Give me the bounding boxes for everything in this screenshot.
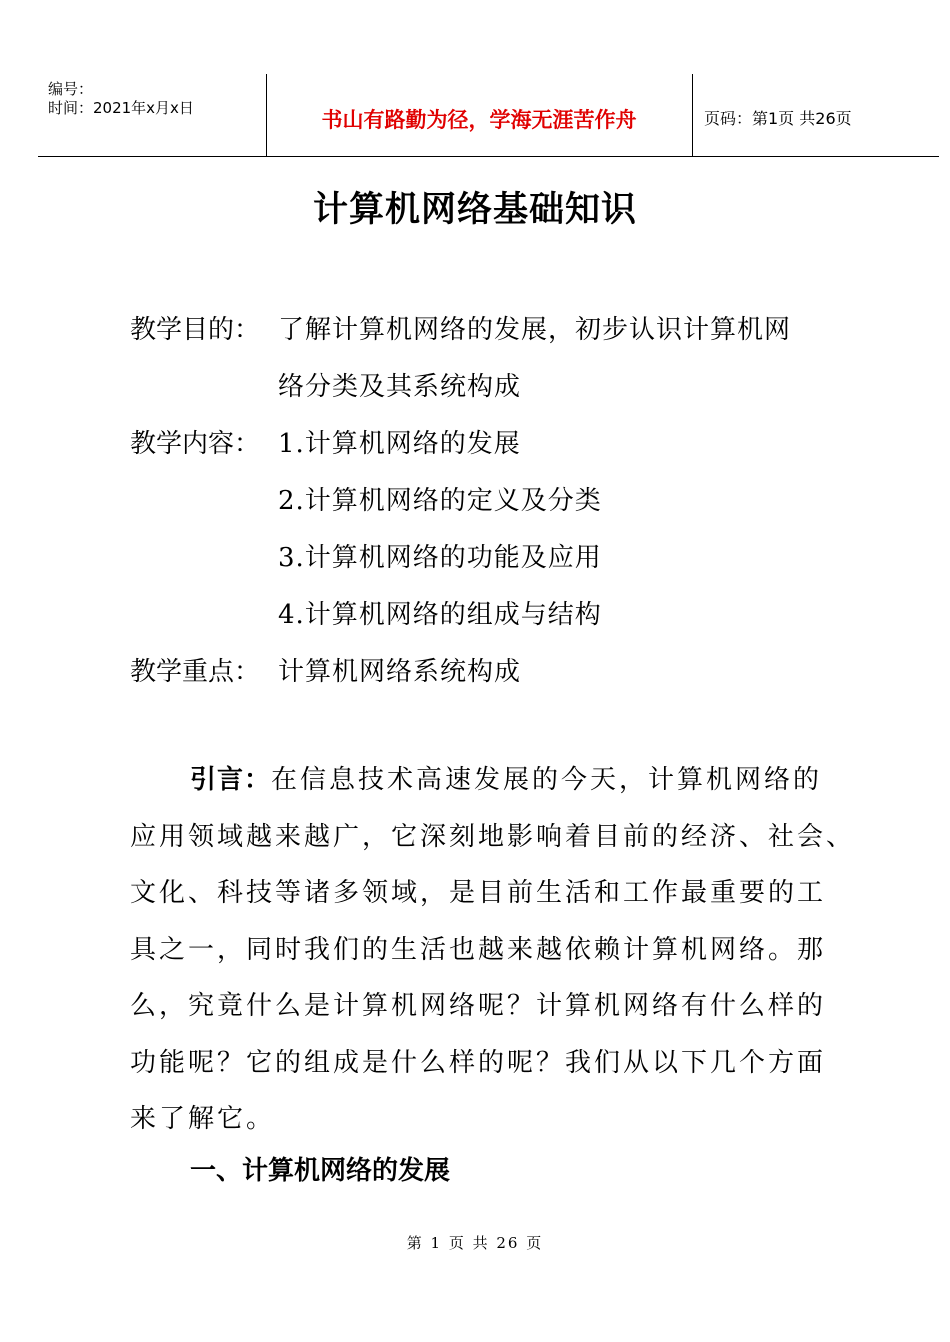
intro-line: 么，究竟什么是计算机网络呢？计算机网络有什么样的	[130, 991, 827, 1021]
intro-line: 来了解它。	[130, 1104, 276, 1134]
intro-line: 具之一，同时我们的生活也越来越依赖计算机网络。那	[130, 934, 827, 965]
intro-line: 文化、科技等诸多领域，是目前生活和工作最重要的工	[130, 878, 827, 908]
content-item: 3.计算机网络的功能及应用	[278, 543, 602, 573]
serial-label: 编号：	[48, 80, 94, 98]
header-meta	[48, 80, 194, 118]
page-footer: 第 1 页 共 26 页	[406, 1234, 544, 1252]
content-label: 教学内容：	[130, 429, 261, 459]
document-title: 计算机网络基础知识	[312, 189, 637, 230]
header-motto: 书山有路勤为径，学海无涯苦作舟	[321, 107, 637, 132]
objective-line: 了解计算机网络的发展，初步认识计算机网	[278, 315, 792, 345]
content-item: 1.计算机网络的发展	[278, 429, 521, 459]
focus-label: 教学重点：	[130, 657, 261, 687]
intro-label: 引言：	[190, 765, 272, 795]
header-page-info: 页码：第1页 共26页	[704, 109, 852, 128]
document-header	[38, 74, 939, 157]
intro-paragraph	[130, 752, 870, 1148]
header-divider	[692, 74, 693, 156]
content-item: 2.计算机网络的定义及分类	[278, 486, 602, 516]
time-label: 时间：2021年x月x日	[48, 99, 194, 117]
focus-value: 计算机网络系统构成	[278, 657, 522, 687]
objective-line: 络分类及其系统构成	[278, 372, 522, 402]
section-heading: 一、计算机网络的发展	[190, 1156, 451, 1186]
intro-line: 应用领域越来越广，它深刻地影响着目前的经济、社会、	[130, 821, 856, 852]
objective-label: 教学目的：	[130, 315, 261, 345]
intro-line: 功能呢？它的组成是什么样的呢？我们从以下几个方面	[130, 1047, 827, 1078]
intro-line	[130, 752, 870, 809]
content-item: 4.计算机网络的组成与结构	[278, 600, 602, 630]
intro-text: 在信息技术高速发展的今天，计算机网络的	[271, 765, 823, 795]
